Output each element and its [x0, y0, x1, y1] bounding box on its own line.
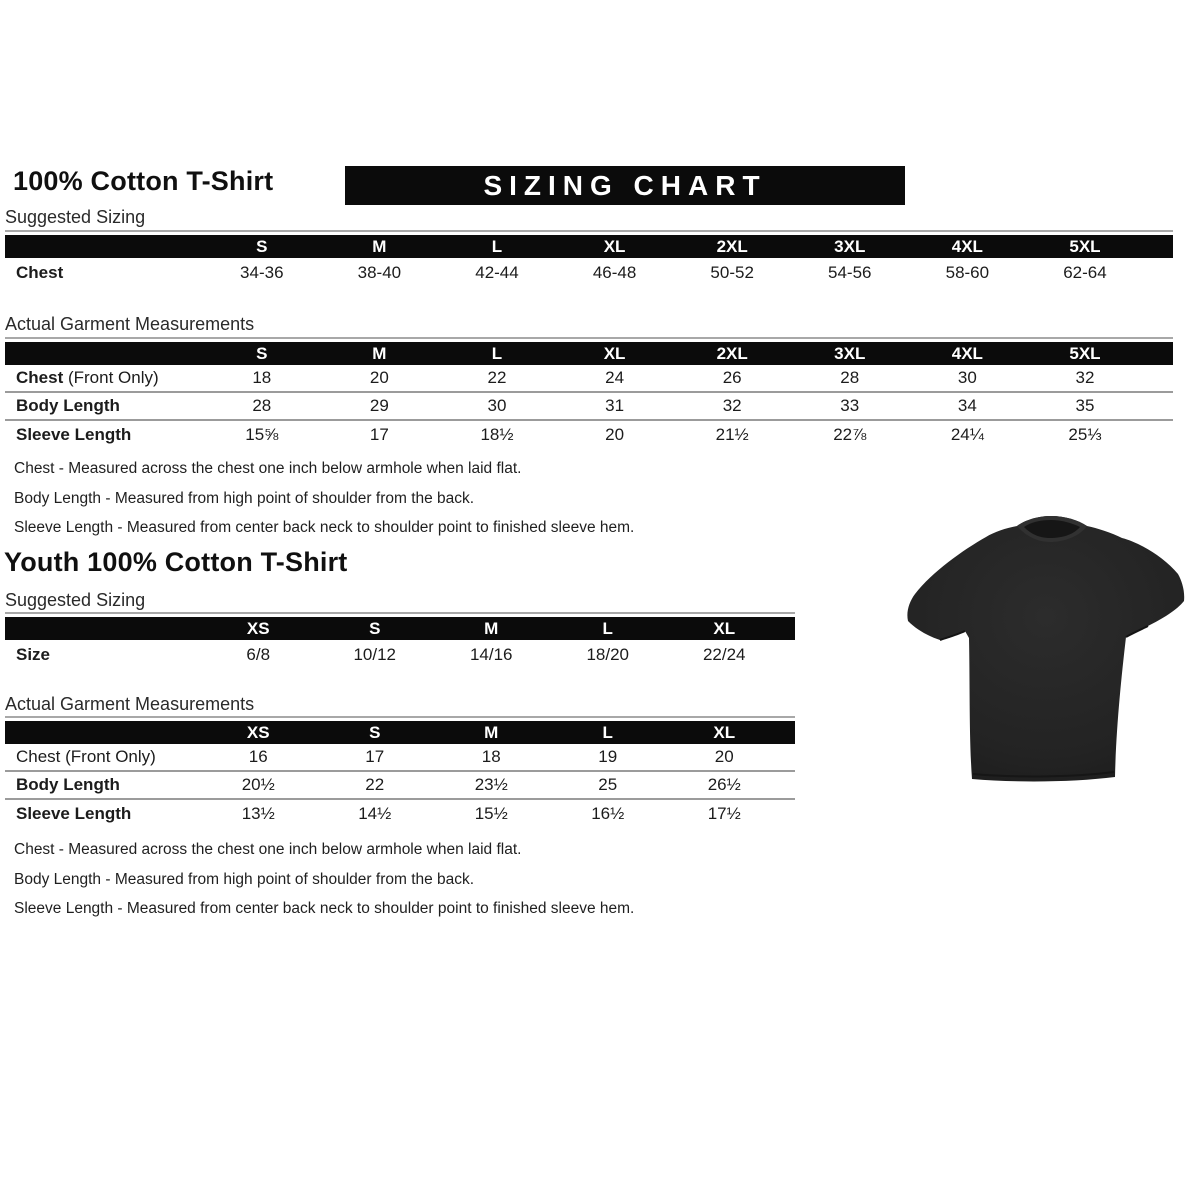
adult-suggested-header-row: [5, 235, 1173, 258]
table-top-rule: [5, 612, 795, 614]
cell: 35: [1075, 396, 1095, 415]
row-label-size: Size: [16, 645, 51, 664]
cell: 33: [840, 396, 860, 415]
col-header-m: M: [484, 723, 499, 742]
adult-suggested-sizing-table: [5, 230, 1173, 288]
youth-sleeve-length-row: [5, 800, 795, 828]
col-header-m: M: [372, 344, 387, 363]
cell: 22: [487, 368, 507, 387]
cell: 46-48: [592, 263, 637, 282]
cell: 17: [365, 747, 385, 766]
note-chest: Chest - Measured across the chest one inch below armhole when laid flat.: [14, 841, 522, 858]
col-header-s: S: [369, 723, 381, 742]
youth-size-row: [5, 640, 795, 670]
col-header-l: L: [491, 237, 503, 256]
cell: 58-60: [945, 263, 990, 282]
table-top-rule: [5, 337, 1173, 339]
cell: 24¼: [950, 425, 984, 444]
cell: 24: [605, 368, 625, 387]
adult-body-length-row: [5, 393, 1173, 421]
youth-actual-header-row: [5, 721, 795, 744]
col-header-5xl: 5XL: [1069, 237, 1101, 256]
cell: 14½: [358, 804, 392, 823]
col-header-5xl: 5XL: [1069, 344, 1101, 363]
col-header-xl: XL: [603, 237, 626, 256]
youth-actual-measurements-table: [5, 716, 795, 828]
col-header-3xl: 3XL: [834, 237, 866, 256]
cell: 34-36: [240, 263, 284, 282]
cell: 54-56: [828, 263, 872, 282]
cell: 25⅓: [1068, 425, 1102, 444]
cell: 28: [252, 396, 272, 415]
youth-title: Youth 100% Cotton T-Shirt: [4, 547, 348, 577]
cell: 16½: [591, 804, 625, 823]
cell: 28: [840, 368, 860, 387]
cell: 16: [248, 747, 268, 766]
cell: 30: [957, 368, 977, 387]
cell: 18/20: [586, 645, 630, 664]
col-header-l: L: [602, 619, 613, 638]
tshirt-illustration: [895, 490, 1197, 800]
youth-body-length-row: [5, 772, 795, 800]
row-label-sleeve-length: Sleeve Length: [16, 425, 132, 444]
table-top-rule: [5, 716, 795, 718]
cell: 38-40: [357, 263, 402, 282]
col-header-2xl: 2XL: [716, 344, 748, 363]
cell: 31: [605, 396, 625, 415]
cell: 6/8: [246, 645, 271, 664]
cell: 15⅝: [245, 425, 279, 444]
note-chest: Chest - Measured across the chest one inch below armhole when laid flat.: [14, 460, 522, 477]
col-header-xl: XL: [713, 723, 736, 742]
cell: 18: [481, 747, 501, 766]
cell: 20: [714, 747, 734, 766]
adult-actual-header-row: [5, 342, 1173, 365]
col-header-xl: XL: [713, 619, 736, 638]
youth-chest-row: [5, 744, 795, 772]
cell: 34: [957, 396, 977, 415]
adult-chest-row: [5, 365, 1173, 393]
note-sleeve: Sleeve Length - Measured from center back neck to shoulder point to finished sleeve hem.: [14, 519, 635, 536]
adult-title: 100% Cotton T-Shirt: [13, 166, 274, 196]
row-label-sleeve-length: Sleeve Length: [16, 804, 132, 823]
cell: 25: [598, 775, 618, 794]
note-sleeve: Sleeve Length - Measured from center back neck to shoulder point to finished sleeve hem.: [14, 900, 635, 917]
adult-actual-measurements-label: Actual Garment Measurements: [5, 314, 255, 334]
row-label-chest-front-only: [5, 368, 203, 388]
row-label-body-length: Body Length: [16, 775, 120, 794]
col-header-xs: XS: [246, 619, 270, 638]
cell: 20: [369, 368, 389, 387]
cell: 14/16: [469, 645, 513, 664]
adult-actual-measurements-table: [5, 337, 1173, 449]
row-label-chest: Chest: [16, 368, 64, 387]
cell: 20½: [241, 775, 275, 794]
cell: 26½: [707, 775, 741, 794]
col-header-m: M: [372, 237, 387, 256]
col-header-xs: XS: [246, 723, 270, 742]
cell: 30: [487, 396, 507, 415]
tshirt-body: [907, 516, 1184, 781]
adult-measurement-notes: [14, 460, 634, 549]
cell: 22/24: [702, 645, 746, 664]
adult-suggested-chest-row: [5, 258, 1173, 288]
cell: 20: [605, 425, 625, 444]
note-body: Body Length - Measured from high point of shoulder from the back.: [14, 870, 475, 888]
col-header-s: S: [369, 619, 381, 638]
col-header-xl: XL: [603, 344, 626, 363]
cell: 15½: [474, 804, 508, 823]
col-header-4xl: 4XL: [951, 237, 983, 256]
cell: 32: [722, 396, 742, 415]
youth-suggested-sizing-table: [5, 612, 795, 670]
cell: 10/12: [353, 645, 397, 664]
cell: 19: [598, 747, 618, 766]
youth-suggested-header-row: [5, 617, 795, 640]
col-header-s: S: [256, 237, 268, 256]
cell: 62-64: [1063, 263, 1107, 282]
row-label-body-length: Body Length: [16, 396, 120, 415]
cell: 23½: [474, 775, 508, 794]
row-label-front-only-suffix: (Front Only): [67, 368, 159, 387]
col-header-4xl: 4XL: [951, 344, 983, 363]
cell: 26: [722, 368, 742, 387]
cell: 18½: [480, 425, 514, 444]
cell: 29: [369, 396, 389, 415]
adult-suggested-sizing-label: Suggested Sizing: [5, 207, 146, 227]
cell: 22⅞: [833, 425, 867, 444]
row-label-chest: Chest: [16, 263, 64, 282]
cell: 13½: [241, 804, 275, 823]
cell: 32: [1075, 368, 1095, 387]
cell: 18: [252, 368, 272, 387]
youth-measurement-notes: [14, 841, 634, 930]
youth-suggested-sizing-label: Suggested Sizing: [5, 590, 146, 610]
cell: 50-52: [710, 263, 754, 282]
row-label-chest-front-only: Chest (Front Only): [16, 747, 156, 766]
sizing-chart-banner: SIZING CHART: [345, 166, 905, 205]
col-header-l: L: [602, 723, 613, 742]
cell: 42-44: [475, 263, 519, 282]
youth-actual-measurements-label: Actual Garment Measurements: [5, 694, 255, 714]
cell: 22: [365, 775, 385, 794]
col-header-3xl: 3XL: [834, 344, 866, 363]
cell: 17½: [707, 804, 741, 823]
note-body: Body Length - Measured from high point of shoulder from the back.: [14, 489, 475, 507]
table-top-rule: [5, 230, 1173, 232]
adult-sleeve-length-row: [5, 421, 1173, 449]
cell: 17: [369, 425, 389, 444]
col-header-m: M: [484, 619, 499, 638]
tshirt-product-image: [895, 490, 1197, 800]
col-header-2xl: 2XL: [716, 237, 748, 256]
cell: 21½: [715, 425, 749, 444]
col-header-l: L: [491, 344, 503, 363]
col-header-s: S: [256, 344, 268, 363]
